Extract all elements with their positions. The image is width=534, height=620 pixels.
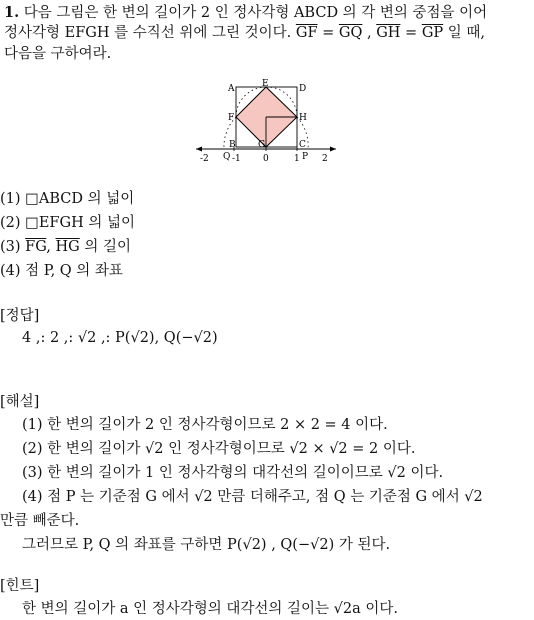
tick-label-2: 2 xyxy=(322,154,328,164)
label-h: H xyxy=(299,113,307,123)
question-1: (1) □ABCD 의 넓이 xyxy=(0,191,135,207)
square-on-number-line-figure xyxy=(190,78,340,168)
number-line-arrow-right xyxy=(330,147,336,152)
problem-number: 1. xyxy=(4,4,20,21)
label-f: F xyxy=(228,113,235,123)
label-a: A xyxy=(228,84,235,94)
question-3-prefix: (3) xyxy=(0,239,21,255)
problem-line-3: 다음을 구하여라. xyxy=(4,46,112,62)
label-b: B xyxy=(229,140,236,150)
segment-fg: $\overline{FG}$ xyxy=(25,239,47,255)
problem-text-2b: 일 때, xyxy=(447,25,485,41)
segment-gf: $\overline{GF}$ xyxy=(295,25,318,41)
tick-label-0: 0 xyxy=(263,154,269,164)
problem-text-1: 다음 그림은 한 변의 길이가 2 인 정사각형 ABCD 의 각 변의 중점을 이어 xyxy=(23,5,488,21)
problem-line-1 xyxy=(4,2,487,24)
label-q: Q xyxy=(223,152,231,162)
segment-gp: $\overline{GP}$ xyxy=(421,25,444,41)
explanation-line-4: (4) 점 P 는 기준점 G 에서 √2 만큼 더해주고, 점 Q 는 기준점 G 에서 √2 xyxy=(22,489,483,505)
label-g: G xyxy=(258,140,266,150)
segment-gq: $\overline{GQ}$ xyxy=(338,25,363,41)
segment-hg: $\overline{HG}$ xyxy=(55,239,80,255)
segment-gh: $\overline{GH}$ xyxy=(376,25,401,41)
tick-label-neg1: -1 xyxy=(232,154,241,164)
explanation-line-6: 그러므로 P, Q 의 좌표를 구하면 P(√2) , Q(−√2) 가 된다. xyxy=(22,537,391,553)
question-3-suffix: 의 길이 xyxy=(84,239,131,255)
explanation-line-1: (1) 한 변의 길이가 2 인 정사각형이므로 2 × 2 = 4 이다. xyxy=(22,417,388,433)
explanation-title: [해설] xyxy=(0,394,40,410)
explanation-line-2: (2) 한 변의 길이가 √2 인 정사각형이므로 √2 × √2 = 2 이다. xyxy=(22,441,416,457)
problem-line-2: 정사각형 EFGH 를 수직선 위에 그린 것이다. $\overline{GF} = \overline{GQ}$ , $\overline{GH} = \overline{GP}$ 일 때, xyxy=(4,25,485,41)
question-4: (4) 점 P, Q 의 좌표 xyxy=(0,263,123,279)
number-line-arrow-left xyxy=(196,147,202,152)
explanation-line-5: 만큼 빼준다. xyxy=(0,513,80,529)
label-e: E xyxy=(262,79,269,89)
tick-label-1: 1 xyxy=(294,154,300,164)
answer-title: [정답] xyxy=(0,308,40,324)
label-p: P xyxy=(302,152,309,162)
answer-text: 4 ,: 2 ,: √2 ,: P(√2), Q(−√2) xyxy=(22,330,218,346)
hint-title: [힌트] xyxy=(0,578,40,594)
question-2: (2) □EFGH 의 넓이 xyxy=(0,215,135,231)
tick-label-neg2: -2 xyxy=(200,154,209,164)
explanation-line-3: (3) 한 변의 길이가 1 인 정사각형의 대각선의 길이이므로 √2 이다. xyxy=(22,465,444,481)
hint-text: 한 변의 길이가 a 인 정사각형의 대각선의 길이는 √2a 이다. xyxy=(22,601,398,617)
problem-text-2a: 정사각형 EFGH 를 수직선 위에 그린 것이다. xyxy=(4,25,292,41)
label-c: C xyxy=(299,140,306,150)
label-d: D xyxy=(299,84,307,94)
question-3: (3) $\overline{FG}$, $\overline{HG}$ 의 길이 xyxy=(0,239,131,255)
